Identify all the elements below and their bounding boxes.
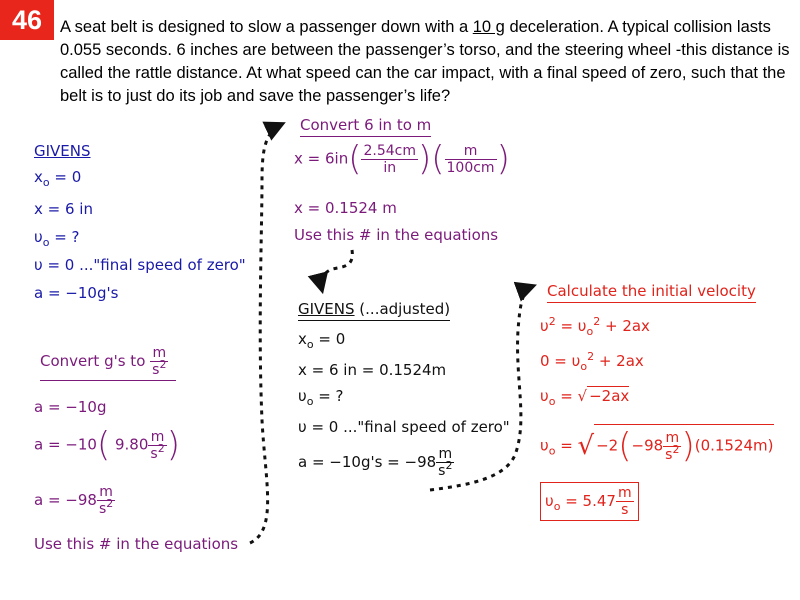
calc-eq2: $0 = \upsilon_o^2 + 2ax$ xyxy=(540,350,644,373)
convert-g-line2-pre: a = −10 xyxy=(34,435,97,454)
givens-v: υ = 0 ..."final speed of zero" xyxy=(34,256,246,274)
arrow-to-convert-in xyxy=(250,124,282,543)
givens-adjusted-v0: $\upsilon_o$ = ? xyxy=(298,387,344,408)
convert-in-factor2: $\frac{m}{100cm}$ xyxy=(446,142,495,176)
convert-in-factor1: $\frac{2.54cm}{in}$ xyxy=(363,142,416,176)
givens-v0-lhs: υ xyxy=(34,228,43,246)
convert-in-line2: x = 0.1524 m xyxy=(294,199,397,217)
calc-eq3-radicand: −2ax xyxy=(589,387,630,405)
givens-a: a = −10g's xyxy=(34,284,119,302)
givens-adjusted-v: υ = 0 ..."final speed of zero" xyxy=(298,418,510,436)
convert-g-title-num: m xyxy=(150,345,168,362)
givens-adjusted-x0: $x_o = 0$ xyxy=(298,330,346,351)
problem-text-2: deceleration. A typical collision lasts 0.055 seconds. 6 inches are between the passenger’s torso, and the steering wheel -this distance is called the rattle distance. At what speed can the car impact, with a final speed of zero, such that the belt is to just do its job and save the passenger’s life? xyxy=(60,18,790,105)
problem-text-deceleration: 10 g xyxy=(472,18,505,36)
calc-eq4: $\upsilon_o$ = √ −2(−98 $\frac{m}{s^2}$ )(0.1524m) xyxy=(540,426,774,466)
givens-adjusted-a-unit: $\frac{m}{s^2}$ xyxy=(438,446,453,479)
calc-eq3: $\upsilon_o$ = √ −2ax xyxy=(540,387,630,408)
calc-eq4-radicand: −2(−98 $\frac{m}{s^2}$ )(0.1524m) xyxy=(596,426,774,466)
calc-eq1: $\upsilon^2 = \upsilon_o^2 + 2ax$ xyxy=(540,315,650,338)
arrow-to-givens-adjusted xyxy=(321,250,352,290)
givens-x0-sub: o xyxy=(42,176,50,189)
givens-x0-lhs: x xyxy=(34,168,43,186)
givens-adjusted-title-main: GIVENS xyxy=(298,300,355,318)
convert-in-title: Convert 6 in to m xyxy=(300,116,431,137)
calc-answer: $\upsilon_o = 5.47$ $\frac{m}{s}$ xyxy=(540,482,639,521)
convert-g-note: Use this # in the equations xyxy=(34,535,239,553)
convert-g-title-den: $s^2$ xyxy=(152,358,167,378)
convert-in-note: Use this # in the equations xyxy=(294,226,499,244)
givens-v0-rhs: = ? xyxy=(49,228,80,246)
problem-text-1: A seat belt is designed to slow a passenger down with a xyxy=(60,18,473,36)
convert-g-line3-pre: a = −98 xyxy=(34,491,97,509)
convert-g-title-text: Convert g's to xyxy=(40,352,151,370)
givens-adjusted-x: x = 6 in = 0.1524m xyxy=(298,361,447,379)
convert-g-line2-unit: $\frac{m}{s^2}$ xyxy=(150,428,165,462)
problem-number-badge: 46 xyxy=(0,0,54,40)
convert-in-line1-pre: x = 6in xyxy=(294,149,349,168)
convert-g-line2-val: 9.80 xyxy=(110,435,149,454)
calc-title: Calculate the initial velocity xyxy=(547,282,756,303)
givens-adjusted-title-suffix: (...adjusted) xyxy=(354,300,451,318)
convert-in-line1: x = 6in( $\frac{2.54cm}{in}$ )( $\frac{m}{100cm}$ ) xyxy=(294,139,510,179)
givens-adjusted-a-pre: a = −10g's = −98 xyxy=(298,453,437,471)
arrow-to-calc xyxy=(430,286,533,490)
convert-g-line3-unit: $\frac{m}{s^2}$ xyxy=(98,484,114,517)
givens-v0-sub: o xyxy=(42,236,50,249)
convert-g-line2: a = −10( 9.80 $\frac{m}{s^2}$ ) xyxy=(34,425,180,465)
givens-x0-rhs: = 0 xyxy=(49,168,82,186)
givens-title: GIVENS xyxy=(34,142,91,160)
givens-x: x = 6 in xyxy=(34,200,93,218)
convert-g-line1: a = −10g xyxy=(34,398,107,416)
